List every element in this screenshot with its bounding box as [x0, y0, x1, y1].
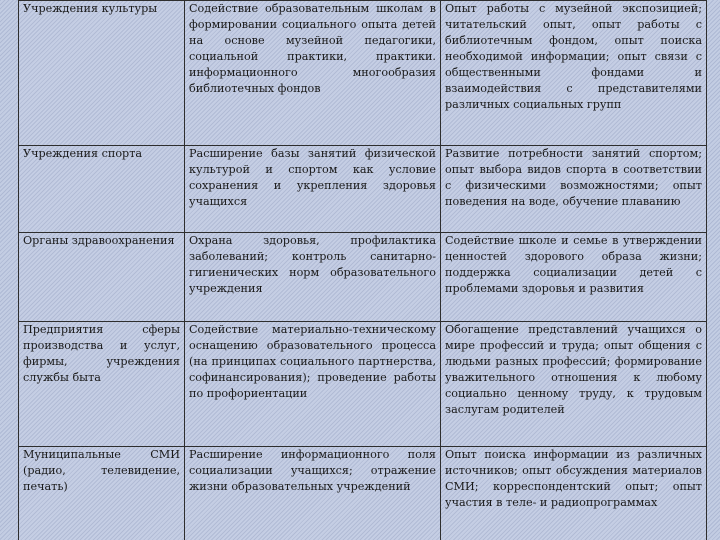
- student-experience-cell: Содействие школе и семье в утверждении ценностей здорового образа жизни; поддержка социализации детей с проблемами здоровья и развития: [441, 233, 707, 322]
- student-experience-cell: Развитие потребности занятий спортом; опыт выбора видов спорта в соответствии с физическими возможностями; опыт поведения на воде, обучение плаванию: [441, 146, 707, 233]
- school-contribution-cell: Содействие образовательным школам в формировании социального опыта детей на основе музейной педагогики, социальной практики, практики. информационного многообразия библиотечных фондов: [185, 1, 441, 146]
- student-experience-cell: Обогащение представлений учащихся о мире профессий и труда; опыт общения с людьми разных профессий; формирование уважительного отношения к любому социально ценному труду, к трудовым заслугам родителей: [441, 322, 707, 447]
- school-contribution-cell: Содействие материально-техническому оснащению образовательного процесса (на принципах социального партнерства, софинансирования); проведение работы по профориентации: [185, 322, 441, 447]
- school-contribution-cell: Расширение базы занятий физической культурой и спортом как условие сохранения и укрепления здоровья учащихся: [185, 146, 441, 233]
- table-row: [19, 146, 707, 233]
- table-row: [19, 322, 707, 447]
- institution-cell: Учреждения культуры: [19, 1, 185, 146]
- student-experience-cell: Опыт работы с музейной экспозицией; читательский опыт, опыт работы с библиотечным фондом, опыт поиска необходимой информации; опыт связи с общественными фондами и взаимодействия с представителями различных социальных групп: [441, 1, 707, 146]
- table-row: [19, 1, 707, 146]
- institution-cell: Учреждения спорта: [19, 146, 185, 233]
- partners-table: [18, 0, 707, 540]
- institution-cell: Органы здравоохранения: [19, 233, 185, 322]
- institution-cell: Муниципальные СМИ (радио, телевидение, печать): [19, 447, 185, 540]
- table-row: [19, 233, 707, 322]
- school-contribution-cell: Охрана здоровья, профилактика заболеваний; контроль санитарно-гигиенических норм образовательного учреждения: [185, 233, 441, 322]
- school-contribution-cell: Расширение информационного поля социализации учащихся; отражение жизни образовательных учреждений: [185, 447, 441, 540]
- student-experience-cell: Опыт поиска информации из различных источников; опыт обсуждения материалов СМИ; корреспондентский опыт; опыт участия в теле- и радиопрограммах: [441, 447, 707, 540]
- table-row: [19, 447, 707, 540]
- institution-cell: Предприятия сферы производства и услуг, фирмы, учреждения службы быта: [19, 322, 185, 447]
